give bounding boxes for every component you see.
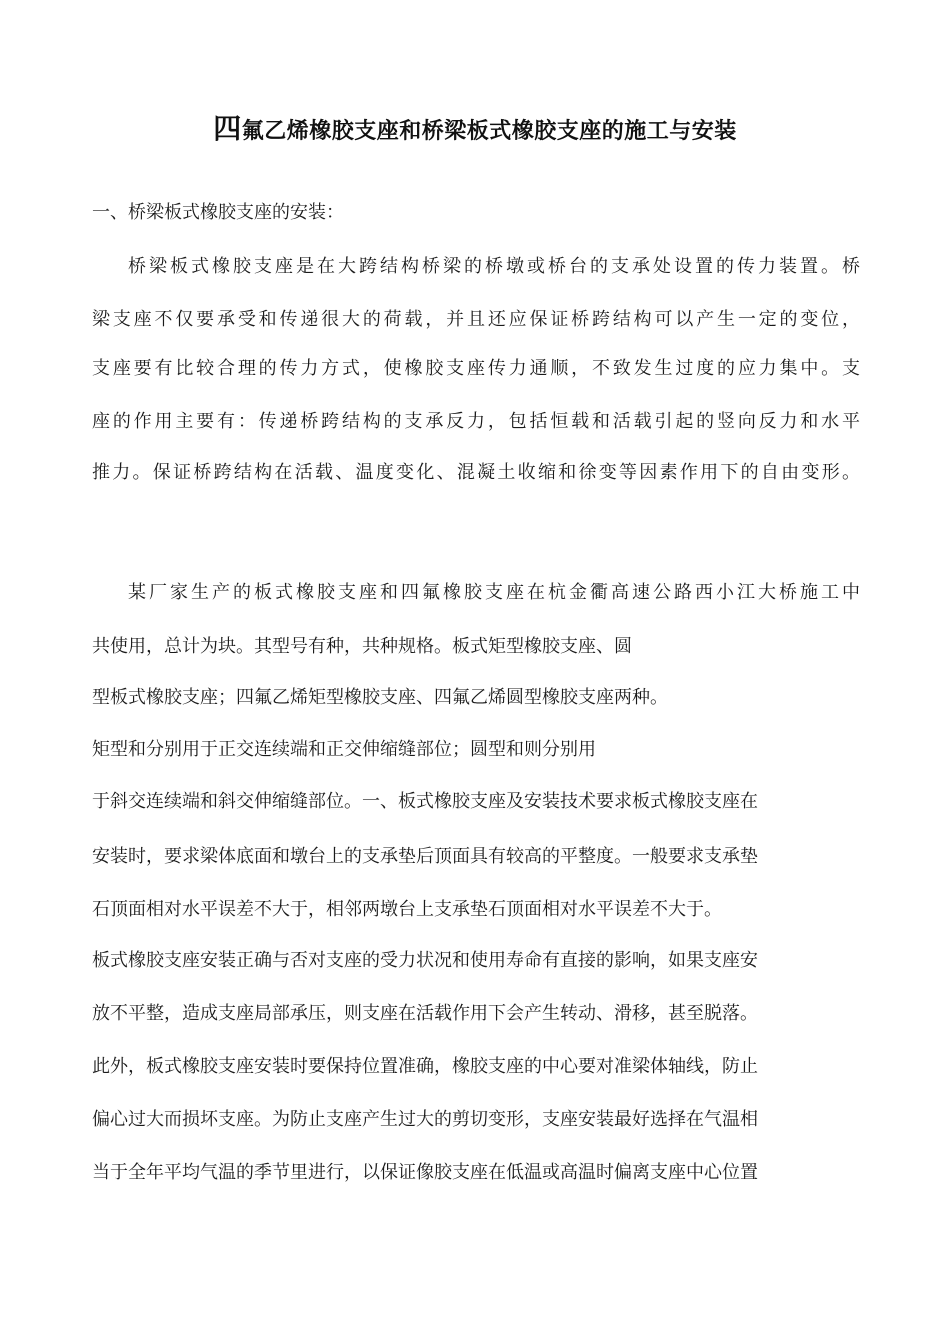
- paragraph-line: 桥梁板式橡胶支座是在大跨结构桥梁的桥墩或桥台的支承处设置的传力装置。桥: [128, 256, 860, 277]
- section-heading: 一、桥梁板式橡胶支座的安装：: [92, 202, 344, 223]
- paragraph-line: 推力。保证桥跨结构在活载、温度变化、混凝土收缩和徐变等因素作用下的自由变形。: [92, 462, 860, 483]
- paragraph-line: 石顶面相对水平误差不大于，相邻两墩台上支承垫石顶面相对水平误差不大于。: [92, 899, 722, 920]
- title-text: 氟乙烯橡胶支座和桥梁板式橡胶支座的施工与安装: [241, 119, 737, 144]
- title-lead-char: 四: [213, 112, 242, 145]
- paragraph-line: 梁支座不仅要承受和传递很大的荷载，并且还应保证桥跨结构可以产生一定的变位，: [92, 309, 860, 330]
- paragraph-line: 共使用，总计为块。其型号有种，共种规格。板式矩型橡胶支座、圆: [92, 636, 632, 657]
- paragraph-line: 板式橡胶支座安装正确与否对支座的受力状况和使用寿命有直接的影响，如果支座安: [92, 950, 758, 971]
- document-title: [0, 112, 950, 149]
- paragraph-line: 安装时，要求梁体底面和墩台上的支承垫后顶面具有较高的平整度。一般要求支承垫: [92, 846, 758, 867]
- paragraph-line: 于斜交连续端和斜交伸缩缝部位。一、板式橡胶支座及安装技术要求板式橡胶支座在: [92, 791, 758, 812]
- paragraph-line: 此外，板式橡胶支座安装时要保持位置准确，橡胶支座的中心要对准梁体轴线，防止: [92, 1056, 758, 1077]
- paragraph-line: 当于全年平均气温的季节里进行，以保证像胶支座在低温或高温时偏离支座中心位置: [92, 1162, 758, 1183]
- paragraph-line: 座的作用主要有：传递桥跨结构的支承反力，包括恒载和活载引起的竖向反力和水平: [92, 411, 860, 432]
- paragraph-line: 支座要有比较合理的传力方式，使橡胶支座传力通顺，不致发生过度的应力集中。支: [92, 358, 860, 379]
- paragraph-line: 矩型和分别用于正交连续端和正交伸缩缝部位；圆型和则分别用: [92, 739, 596, 760]
- paragraph-line: 偏心过大而损坏支座。为防止支座产生过大的剪切变形，支座安装最好选择在气温相: [92, 1109, 758, 1130]
- paragraph-line: 放不平整，造成支座局部承压，则支座在活载作用下会产生转动、滑移，甚至脱落。: [92, 1003, 758, 1024]
- paragraph-line: 某厂家生产的板式橡胶支座和四氟橡胶支座在杭金衢高速公路西小江大桥施工中: [128, 582, 860, 603]
- paragraph-line: 型板式橡胶支座；四氟乙烯矩型橡胶支座、四氟乙烯圆型橡胶支座两种。: [92, 687, 668, 708]
